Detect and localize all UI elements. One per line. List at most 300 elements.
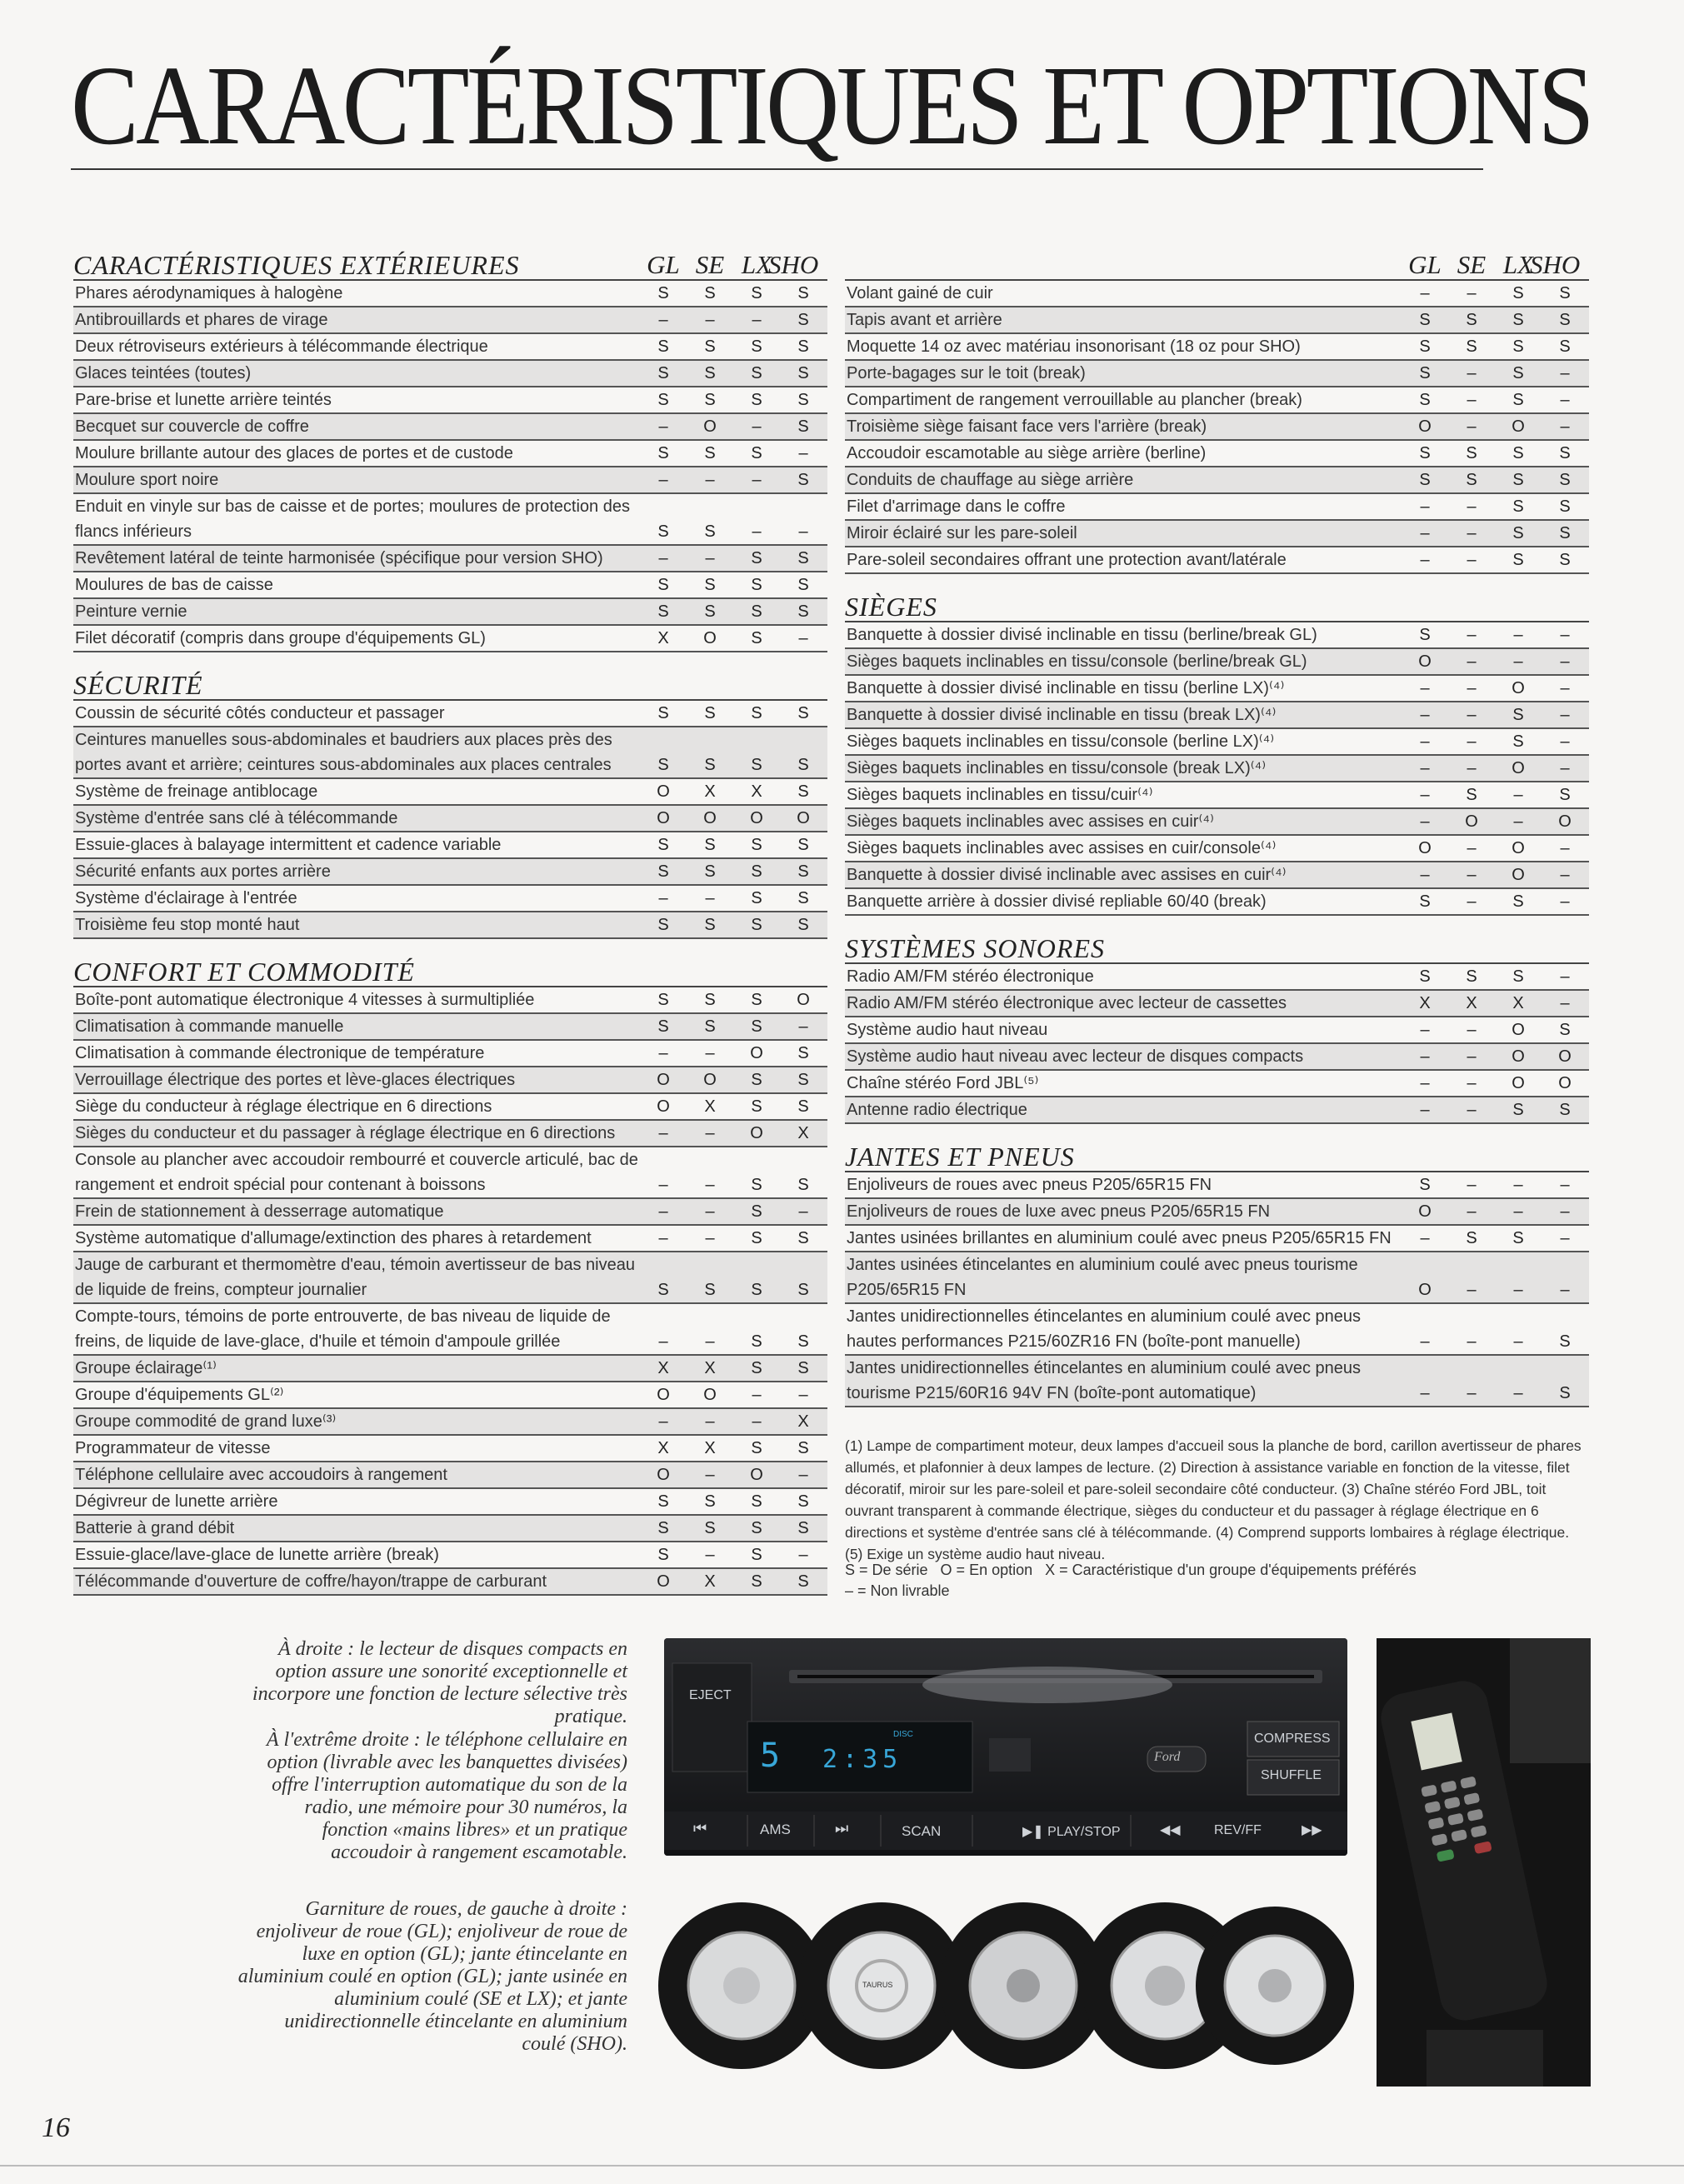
spec-value-sho: – [798,1386,808,1404]
spec-row [73,727,827,779]
spec-value-gl: – [658,1176,668,1194]
title-divider [71,168,1483,170]
spec-values [1402,729,1589,754]
spec-value-se: – [1467,551,1477,569]
footnotes: (1) Lampe de compartiment moteur, deux lampes d'accueil sous la planche de bord, carillon avertisseur de phares allumés, et plafonnier à deux lampes de lecture. (2) Direction à assistance variable en fonction de la vitesse, filet décoratif, miroir sur les pare-soleil et pare-soleil secondaire côté conducteur. (3) Chaîne stéréo Ford JBL, toit ouvrant transparent à commande électrique, sièges du conducteur et du passager à réglage électrique en 6 directions et système d'entrée sans clé à télécommande. (4) Comprend supports lombaires à réglage électrique. (5) Exige un système audio haut niveau. [845,1437,1582,1562]
spec-value-lx: S [751,1202,762,1221]
section-title: CONFORT ET COMMODITÉ [73,957,415,987]
bottom-rule [0,2165,1684,2167]
spec-value-se: – [1467,1047,1477,1066]
spec-value-gl: S [657,1546,669,1564]
cd-display-disc-label: DISC [893,1730,913,1739]
spec-row [73,626,827,652]
spec-value-lx: O [750,1466,763,1484]
spec-value-sho: S [797,756,809,774]
spec-row [845,862,1589,889]
spec-values [640,912,827,937]
spec-values [640,859,827,884]
spec-value-se: S [704,337,716,356]
spec-value-sho: S [797,1071,809,1089]
rev-ff-button: REV/FF [1214,1823,1262,1837]
spec-label: Miroir éclairé sur les pare-soleil [847,524,1077,542]
spec-value-se: S [1466,311,1477,329]
spec-value-se: – [1467,391,1477,409]
spec-value-lx: S [751,576,762,594]
spec-label: Revêtement latéral de teinte harmonisée (spécifique pour version SHO) [75,549,603,567]
spec-values [640,334,827,359]
spec-value-se: – [1467,626,1477,644]
spec-label: Jantes unidirectionnelles étincelantes en aluminium coulé avec pneus hautes performances P215/60ZR16 FN (boîte-pont manuelle) [847,1307,1362,1351]
spec-value-gl: – [658,1412,668,1431]
spec-value-lx: S [751,1572,762,1591]
spec-value-gl: S [657,391,669,409]
caption-cd-player: À droite : le lecteur de disques compacts en option assure une sonorité exceptionnelle et incorpore une fonction de lecture sélective très pratique. [252,1638,627,1727]
spec-values [640,387,827,412]
spec-value-se: S [704,991,716,1009]
spec-value-gl: O [657,1466,670,1484]
spec-row [845,836,1589,862]
spec-value-sho: S [1559,551,1571,569]
spec-value-se: O [703,1386,717,1404]
page-number: 16 [42,2112,70,2143]
spec-value-gl: – [1420,866,1430,884]
spec-row [845,334,1589,361]
spec-value-sho: – [1560,391,1570,409]
spec-values [640,1382,827,1407]
spec-value-sho: S [1559,1332,1571,1351]
spec-value-sho: – [1560,994,1570,1012]
spec-value-gl: – [658,471,668,489]
spec-value-lx: S [1512,444,1524,462]
spec-label: Moulure sport noire [75,471,219,489]
spec-values [1402,1329,1589,1354]
spec-row [845,494,1589,521]
spec-value-sho: S [797,417,809,436]
section-header [73,664,827,701]
spec-value-lx: – [1513,786,1523,804]
spec-value-sho: S [797,862,809,881]
spec-value-gl: S [657,916,669,934]
spec-row [73,832,827,859]
spec-values [1402,1226,1589,1251]
spec-row [73,1252,827,1304]
spec-row [73,859,827,886]
spec-value-gl: O [657,1386,670,1404]
spec-value-se: – [705,889,715,907]
spec-value-lx: S [1512,892,1524,911]
spec-value-gl: X [657,1439,669,1457]
spec-row [845,1356,1589,1407]
caption-phone: À l'extrême droite : le téléphone cellulaire en option (livrable avec les banquettes divisées) offre l'interruption automatique du son de la radio, une mémoire pour 30 numéros, la fonction «mains libres» et un pratique accoudoir à rangement escamotable. [266,1729,627,1863]
spec-value-sho: – [1560,1202,1570,1221]
spec-value-se: S [704,284,716,302]
spec-value-gl: – [1420,1384,1430,1402]
spec-label: Enjoliveurs de roues avec pneus P205/65R15 FN [847,1176,1212,1194]
spec-label: Moulures de bas de caisse [75,576,273,594]
spec-row [73,779,827,806]
spec-label: Phares aérodynamiques à halogène [75,284,343,302]
spec-label: Deux rétroviseurs extérieurs à télécommande électrique [75,337,488,356]
spec-label: Sièges du conducteur et du passager à réglage électrique en 6 directions [75,1124,616,1142]
spec-value-sho: – [1560,364,1570,382]
spec-value-se: – [1467,679,1477,697]
spec-value-lx: S [751,284,762,302]
spec-label: Tapis avant et arrière [847,311,1002,329]
spec-values [1402,547,1589,572]
spec-value-sho: S [797,284,809,302]
spec-value-gl: – [1420,786,1430,804]
cellular-phone-photo [1377,1638,1591,2087]
spec-row [73,1542,827,1569]
spec-label: Système audio haut niveau [847,1021,1048,1039]
spec-values [640,441,827,466]
spec-value-se: – [1467,732,1477,751]
spec-value-sho: S [1559,497,1571,516]
spec-row [73,281,827,307]
spec-values [1402,441,1589,466]
spec-label: Frein de stationnement à desserrage automatique [75,1202,444,1221]
spec-value-gl: – [1420,1229,1430,1247]
spec-row [73,806,827,832]
cd-player-photo [664,1638,1347,1856]
spec-label: Filet décoratif (compris dans groupe d'équipements GL) [75,629,486,647]
spec-label: Jantes unidirectionnelles étincelantes en aluminium coulé avec pneus tourisme P215/60R16 94V FN (boîte-pont automatique) [847,1359,1362,1402]
spec-value-sho: S [1559,1021,1571,1039]
spec-label: Conduits de chauffage au siège arrière [847,471,1134,489]
spec-value-lx: S [1512,524,1524,542]
spec-value-gl: – [1420,497,1430,516]
spec-value-gl: S [1419,391,1431,409]
spec-section-confort-et-commodite [73,951,827,1596]
spec-value-se: – [1467,1021,1477,1039]
spec-value-se: X [704,1097,716,1116]
left-spec-column [73,244,827,1596]
spec-value-sho: S [797,1359,809,1377]
spec-row [845,414,1589,441]
spec-value-se: – [705,1412,715,1431]
spec-value-sho: S [797,1519,809,1537]
spec-value-sho: – [1560,732,1570,751]
spec-value-sho: – [798,629,808,647]
spec-value-sho: S [1559,284,1571,302]
spec-value-gl: – [1420,524,1430,542]
spec-row [73,467,827,494]
spec-value-lx: S [1512,497,1524,516]
spec-value-gl: S [657,576,669,594]
spec-value-gl: S [657,991,669,1009]
spec-row [845,1252,1589,1304]
trim-headers [640,251,827,279]
spec-value-se: – [705,1176,715,1194]
spec-row [73,361,827,387]
spec-value-gl: – [1420,759,1430,777]
spec-label: Verrouillage électrique des portes et lève-glaces électriques [75,1071,516,1089]
spec-value-gl: – [658,1202,668,1221]
spec-value-se: – [1467,1176,1477,1194]
spec-values [1402,782,1589,807]
spec-label: Système audio haut niveau avec lecteur de disques compacts [847,1047,1304,1066]
spec-value-lx: – [752,1386,762,1404]
spec-value-sho: S [797,1332,809,1351]
spec-value-se: – [705,1124,715,1142]
spec-value-gl: O [1418,1202,1432,1221]
spec-value-lx: S [751,444,762,462]
right-spec-column [845,244,1589,1407]
spec-value-gl: S [657,836,669,854]
spec-value-lx: – [752,417,762,436]
spec-row [73,886,827,912]
spec-value-sho: – [1560,1229,1570,1247]
spec-label: Enduit en vinyle sur bas de caisse et de portes; moulures de protection des flancs inférieurs [75,497,630,541]
spec-values [640,1329,827,1354]
spec-values [640,1516,827,1541]
spec-values [1402,1017,1589,1042]
spec-label: Dégivreur de lunette arrière [75,1492,278,1511]
spec-value-lx: S [1512,1101,1524,1119]
spec-value-gl: – [658,549,668,567]
spec-value-gl: – [1420,1332,1430,1351]
spec-value-se: S [704,916,716,934]
spec-section-jantes-et-pneus [845,1136,1589,1407]
spec-values [1402,862,1589,887]
spec-value-lx: O [1512,759,1525,777]
spec-label: Banquette à dossier divisé inclinable en tissu (break LX)⁽⁴⁾ [847,706,1277,724]
spec-value-sho: S [797,391,809,409]
spec-values [640,886,827,911]
spec-row [845,649,1589,676]
wheel-lineup-illustration [658,1879,1354,2083]
spec-value-se: – [1467,364,1477,382]
spec-label: Essuie-glaces à balayage intermittent et cadence variable [75,836,502,854]
spec-label: Volant gainé de cuir [847,284,993,302]
spec-label: Compte-tours, témoins de porte entrouverte, de bas niveau de liquide de freins, de liquide de lave-glace, d'huile et témoin d'ampoule grillée [75,1307,611,1351]
spec-value-se: O [703,629,717,647]
section-title: CARACTÉRISTIQUES EXTÉRIEURES [73,250,520,280]
spec-label: Jantes usinées brillantes en aluminium coulé avec pneus P205/65R15 FN [847,1229,1392,1247]
spec-label: Système automatique d'allumage/extinction des phares à retardement [75,1229,592,1247]
spec-value-sho: S [1559,524,1571,542]
spec-value-se: – [1467,706,1477,724]
spec-values [640,281,827,306]
spec-value-gl: – [658,417,668,436]
spec-value-sho: S [797,1097,809,1116]
spec-value-gl: S [1419,364,1431,382]
spec-values [640,1094,827,1119]
spec-value-lx: – [1513,1384,1523,1402]
spec-value-sho: S [1559,444,1571,462]
legend-line-2: – = Non livrable [845,1582,950,1599]
spec-row [845,521,1589,547]
spec-value-gl: S [657,364,669,382]
spec-value-se: S [704,704,716,722]
spec-value-sho: S [797,364,809,382]
spec-value-se: – [1467,284,1477,302]
spec-value-sho: O [1558,1047,1572,1066]
spec-value-sho: – [1560,866,1570,884]
spec-label: Radio AM/FM stéréo électronique avec lecteur de cassettes [847,994,1287,1012]
spec-value-gl: S [657,337,669,356]
spec-value-gl: O [1418,1281,1432,1299]
spec-values [1402,281,1589,306]
spec-label: Télécommande d'ouverture de coffre/hayon/trappe de carburant [75,1572,547,1591]
spec-label: Système d'éclairage à l'entrée [75,889,297,907]
spec-value-gl: S [657,756,669,774]
spec-row [845,782,1589,809]
spec-values [640,1436,827,1461]
spec-value-lx: S [751,337,762,356]
spec-value-lx: S [1512,364,1524,382]
compress-button: COMPRESS [1254,1732,1331,1746]
spec-values [1402,1172,1589,1197]
spec-label: Programmateur de vitesse [75,1439,271,1457]
spec-value-se: – [1467,839,1477,857]
spec-label: Accoudoir escamotable au siège arrière (berline) [847,444,1207,462]
spec-label: Sièges baquets inclinables en tissu/console (break LX)⁽⁴⁾ [847,759,1267,777]
spec-value-sho: S [797,836,809,854]
spec-value-gl: S [657,284,669,302]
spec-value-gl: S [657,1017,669,1036]
spec-row [845,1044,1589,1071]
spec-row [845,361,1589,387]
spec-value-sho: S [1559,1384,1571,1402]
spec-value-lx: O [750,1124,763,1142]
spec-values [1402,649,1589,674]
spec-row [73,334,827,361]
spec-value-se: S [704,522,716,541]
spec-values [640,467,827,492]
spec-value-lx: S [751,862,762,881]
spec-values [640,1489,827,1514]
trim-header-lx: LX [741,250,772,279]
spec-value-gl: S [657,1519,669,1537]
spec-value-sho: S [797,1044,809,1062]
page-title: CARACTÉRISTIQUES ET OPTIONS [71,43,1592,168]
spec-value-lx: S [751,1281,762,1299]
spec-value-sho: – [798,1466,808,1484]
spec-value-gl: – [1420,679,1430,697]
spec-value-gl: S [1419,967,1431,986]
spec-value-lx: S [1512,1229,1524,1247]
spec-row [73,1199,827,1226]
spec-value-gl: – [1420,551,1430,569]
spec-value-lx: O [1512,1021,1525,1039]
spec-row [845,964,1589,991]
eject-button: EJECT [689,1688,732,1702]
spec-section-continued [845,244,1589,574]
spec-row [845,1304,1589,1356]
spec-row [845,1199,1589,1226]
spec-label: Climatisation à commande manuelle [75,1017,344,1036]
section-header [73,244,827,281]
spec-section-securite [73,664,827,939]
spec-value-lx: S [751,391,762,409]
spec-values [640,1121,827,1146]
spec-value-lx: S [1512,732,1524,751]
spec-value-se: S [1466,471,1477,489]
spec-values [1402,1199,1589,1224]
spec-value-lx: S [751,1546,762,1564]
spec-value-se: – [705,1546,715,1564]
spec-value-lx: – [1513,1202,1523,1221]
spec-value-sho: O [1558,812,1572,831]
spec-values [1402,964,1589,989]
spec-label: Système de freinage antiblocage [75,782,318,801]
spec-values [640,701,827,726]
spec-values [640,546,827,571]
spec-value-se: X [704,1572,716,1591]
spec-row [845,889,1589,916]
spec-value-gl: S [1419,444,1431,462]
cd-display-disc: 5 [760,1737,781,1775]
spec-row [845,1097,1589,1124]
spec-value-sho: – [798,1017,808,1036]
spec-value-lx: – [1513,626,1523,644]
spec-label: Essuie-glace/lave-glace de lunette arrière (break) [75,1546,439,1564]
spec-value-lx: O [750,809,763,827]
spec-value-gl: – [1420,284,1430,302]
spec-value-se: S [704,756,716,774]
spec-row [73,1147,827,1199]
spec-value-lx: S [751,1439,762,1457]
spec-row [845,1071,1589,1097]
spec-value-sho: – [1560,706,1570,724]
spec-row [845,702,1589,729]
spec-row [73,1226,827,1252]
spec-row [73,912,827,939]
spec-values [640,1067,827,1092]
legend [845,1560,1589,1602]
spec-value-gl: – [1420,812,1430,831]
spec-values [1402,521,1589,546]
section-title: SYSTÈMES SONORES [845,933,1105,963]
spec-label: Moulure brillante autour des glaces de portes et de custode [75,444,513,462]
section-header [845,586,1589,622]
spec-value-sho: S [797,1281,809,1299]
spec-values [640,414,827,439]
spec-row [73,701,827,727]
spec-value-lx: S [751,991,762,1009]
spec-value-sho: – [798,1202,808,1221]
spec-label: Jauge de carburant et thermomètre d'eau, témoin avertisseur de bas niveau de liquide de freins, compteur journalier [75,1256,635,1299]
spec-value-lx: S [751,1229,762,1247]
spec-label: Sièges baquets inclinables en tissu/cuir⁽⁴⁾ [847,786,1153,804]
spec-value-gl: O [1418,839,1432,857]
section-title: SIÈGES [845,592,937,622]
spec-row [73,1014,827,1041]
spec-value-lx: S [751,1519,762,1537]
spec-row [845,729,1589,756]
spec-value-sho: S [797,782,809,801]
spec-value-sho: X [797,1124,809,1142]
spec-value-sho: S [1559,337,1571,356]
spec-values [1402,467,1589,492]
spec-value-gl: S [657,1492,669,1511]
spec-label: Téléphone cellulaire avec accoudoirs à rangement [75,1466,447,1484]
spec-value-lx: O [1512,417,1525,436]
spec-values [1402,1381,1589,1406]
spec-value-se: – [1467,497,1477,516]
spec-label: Sièges baquets inclinables en tissu/console (berline/break GL) [847,652,1307,671]
spec-value-sho: S [797,1492,809,1511]
spec-value-sho: S [797,916,809,934]
spec-value-lx: – [1513,1332,1523,1351]
spec-row [73,1041,827,1067]
spec-value-gl: O [657,782,670,801]
spec-value-gl: – [1420,706,1430,724]
spec-value-sho: – [1560,679,1570,697]
spec-label: Pare-brise et lunette arrière teintés [75,391,332,409]
spec-value-se: – [1467,652,1477,671]
